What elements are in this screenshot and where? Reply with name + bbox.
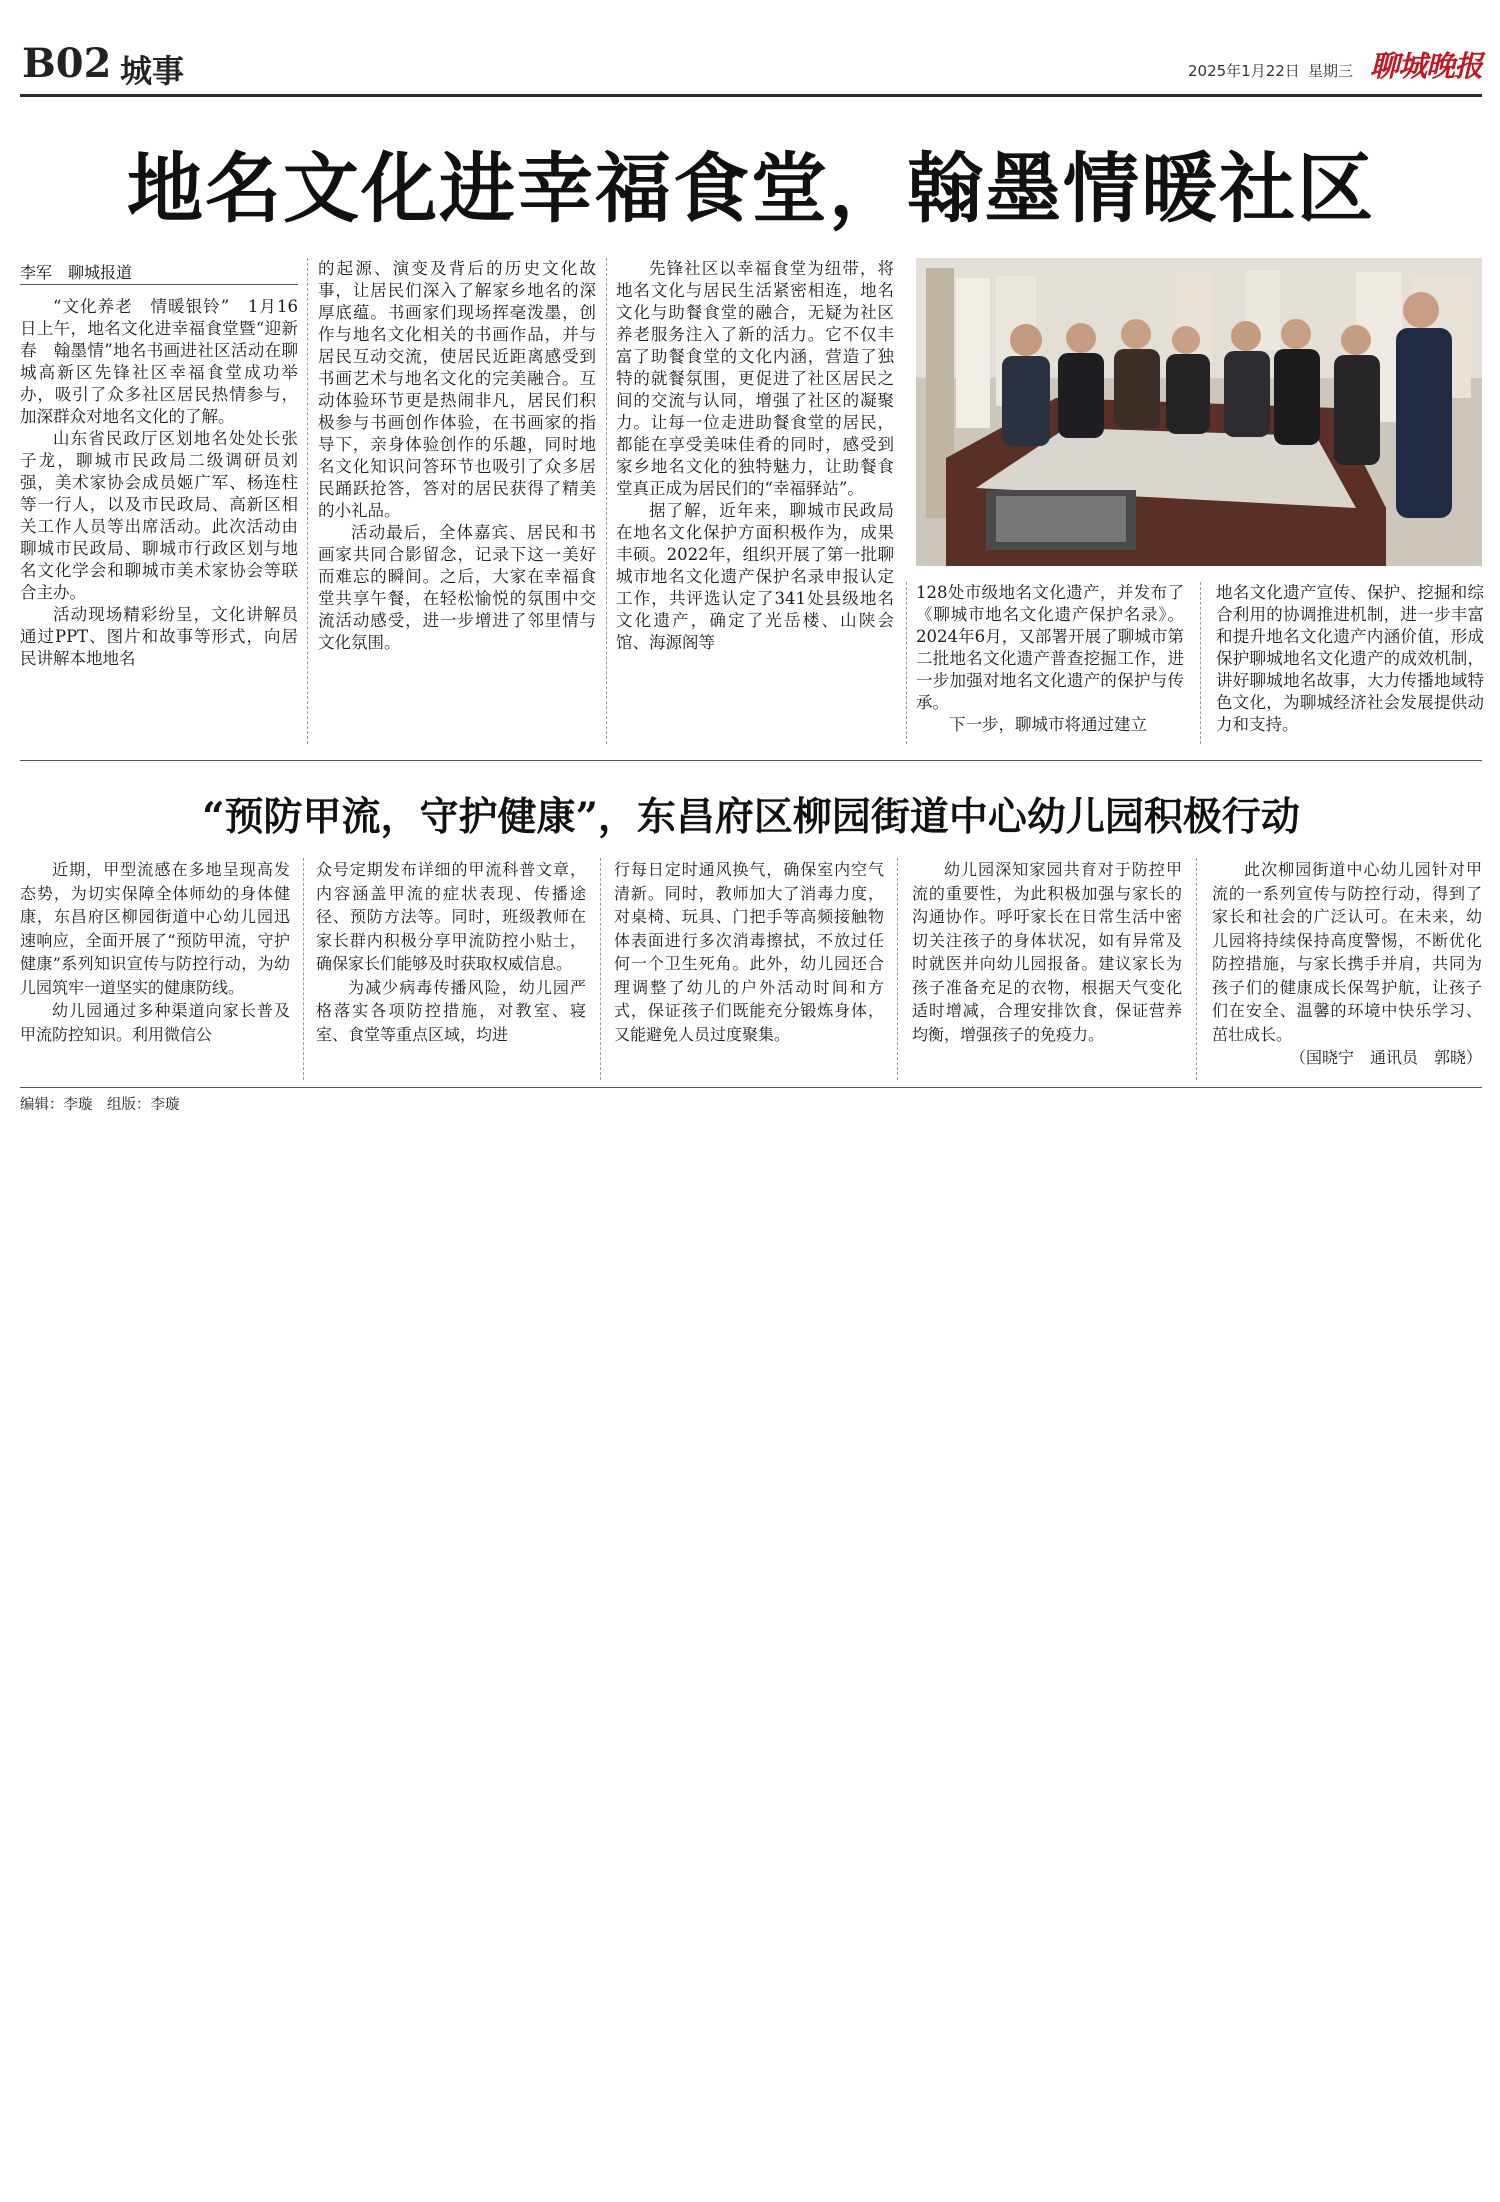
article-separator xyxy=(20,760,1482,761)
article2-headline: “预防甲流，守护健康”，东昌府区柳园街道中心幼儿园积极行动 xyxy=(202,794,1300,840)
article1-headline: 地名文化进幸福食堂，翰墨情暖社区 xyxy=(127,144,1375,233)
article1-column-3 xyxy=(616,258,894,654)
column-divider xyxy=(303,858,304,1080)
footer-rule xyxy=(20,1087,1482,1088)
article2-column-1 xyxy=(20,858,290,1046)
column-divider xyxy=(897,858,898,1080)
article1-paragraph: 活动现场精彩纷呈，文化讲解员通过PPT、图片和故事等形式，向居民讲解本地地名 xyxy=(20,605,298,668)
article1-column-1 xyxy=(20,296,298,670)
article2-column-3 xyxy=(614,858,884,1046)
article2-paragraph: 此次柳园街道中心幼儿园针对甲流的一系列宣传与防控行动，得到了家长和社会的广泛认可。在未来，幼儿园将持续保持高度警惕，不断优化防控措施，与家长携手并肩，共同为孩子们的健康成长保驾护航，让孩子们在安全、温馨的环境中快乐学习、茁壮成长。 xyxy=(1212,860,1482,1044)
column-divider xyxy=(600,858,601,1080)
section-name: 城事 xyxy=(120,52,185,90)
issue-weekday: 星期三 xyxy=(1308,62,1354,80)
article1-paragraph: 山东省民政厅区划地名处处长张子龙，聊城市民政局二级调研员刘强，美术家协会成员姬广军、杨连柱等一行人，以及市民政局、高新区相关工作人员等出席活动。此次活动由聊城市民政局、聊城市行政区划与地名文化学会和聊城市美术家协会等联合主办。 xyxy=(20,429,298,602)
article1-column-5 xyxy=(1216,582,1484,736)
column-divider xyxy=(906,582,907,744)
page-number: B02 xyxy=(22,40,112,87)
column-divider xyxy=(606,258,607,744)
article1-paragraph: 的起源、演变及背后的历史文化故事，让居民们深入了解家乡地名的深厚底蕴。书画家们现场挥毫泼墨，创作与地名文化相关的书画作品，并与居民互动交流，使居民近距离感受到书画艺术与地名文化的完美融合。互动体验环节更是热闹非凡，居民们积极参与书画创作体验，在书画家的指导下，亲身体验创作的乐趣，同时地名文化知识问答环节也吸引了众多居民踊跃抢答，答对的居民获得了精美的小礼品。 xyxy=(318,259,596,520)
article2-column-5 xyxy=(1212,858,1482,1070)
byline-rule xyxy=(20,284,298,285)
article2-column-4 xyxy=(912,858,1182,1046)
article2-paragraph: 近期，甲型流感在多地呈现高发态势，为切实保障全体师幼的身体健康，东昌府区柳园街道中心幼儿园迅速响应，全面开展了“预防甲流，守护健康”系列知识宣传与防控行动，为幼儿园筑牢一道坚实的健康防线。 xyxy=(20,860,290,997)
event-photo xyxy=(916,258,1482,566)
article1-column-2 xyxy=(318,258,596,654)
article1-paragraph: 先锋社区以幸福食堂为纽带，将地名文化与居民生活紧密相连，地名文化与助餐食堂的融合，无疑为社区养老服务注入了新的活力。它不仅丰富了助餐食堂的文化内涵，营造了独特的就餐氛围，更促进了社区居民之间的交流与认同，增强了社区的凝聚力。让每一位走进助餐食堂的居民，都能在享受美味佳肴的同时，感受到家乡地名文化的独特魅力，让助餐食堂真正成为居民们的“幸福驿站”。 xyxy=(616,259,894,498)
article2-paragraph: 为减少病毒传播风险，幼儿园严格落实各项防控措施，对教室、寝室、食堂等重点区域，均进 xyxy=(316,977,586,1044)
article2-paragraph: 众号定期发布详细的甲流科普文章，内容涵盖甲流的症状表现、传播途径、预防方法等。同时，班级教师在家长群内积极分享甲流防控小贴士，确保家长们能够及时获取权威信息。 xyxy=(316,860,586,973)
article1-paragraph: 据了解，近年来，聊城市民政局在地名文化保护方面积极作为，成果丰硕。2022年，组织开展了第一批聊城市地名文化遗产保护名录申报认定工作，共评选认定了341处县级地名文化遗产，确定了光岳楼、山陕会馆、海源阁等 xyxy=(616,501,894,652)
article1-byline: 李军 聊城报道 xyxy=(20,263,133,282)
editor-credit: 编辑：李璇 组版：李璇 xyxy=(20,1097,180,1113)
article1-paragraph: “文化养老 情暖银铃” 1月16日上午，地名文化进幸福食堂暨“迎新春 翰墨情”地名书画进社区活动在聊城高新区先锋社区幸福食堂成功举办，吸引了众多社区居民热情参与，加深群众对地名文化的了解。 xyxy=(20,297,298,426)
article1-paragraph: 128处市级地名文化遗产，并发布了《聊城市地名文化遗产保护名录》。2024年6月，又部署开展了聊城市第二批地名文化遗产普查挖掘工作，进一步加强对地名文化遗产的保护与传承。 xyxy=(916,583,1184,712)
article1-paragraph: 地名文化遗产宣传、保护、挖掘和综合利用的协调推进机制，进一步丰富和提升地名文化遗产内涵价值，形成保护聊城地名文化遗产的成效机制，讲好聊城地名故事，大力传播地域特色文化，为聊城经济社会发展提供动力和支持。 xyxy=(1216,583,1484,734)
article2-credit: （国晓宁 通讯员 郭晓） xyxy=(1289,1048,1482,1067)
article2-paragraph: 行每日定时通风换气，确保室内空气清新。同时，教师加大了消毒力度，对桌椅、玩具、门把手等高频接触物体表面进行多次消毒擦拭，不放过任何一个卫生死角。此外，幼儿园还合理调整了幼儿的户外活动时间和方式，保证孩子们既能充分锻炼身体，又能避免人员过度聚集。 xyxy=(614,860,884,1044)
article2-paragraph: 幼儿园深知家园共育对于防控甲流的重要性，为此积极加强与家长的沟通协作。呼吁家长在日常生活中密切关注孩子的身体状况，如有异常及时就医并向幼儿园报备。建议家长为孩子准备充足的衣物，根据天气变化适时增减，合理安排饮食，保证营养均衡，增强孩子的免疫力。 xyxy=(912,860,1182,1044)
column-divider xyxy=(1200,582,1201,744)
article2-paragraph: 幼儿园通过多种渠道向家长普及甲流防控知识。利用微信公 xyxy=(20,1001,290,1044)
article1-paragraph: 活动最后，全体嘉宾、居民和书画家共同合影留念，记录下这一美好而难忘的瞬间。之后，大家在幸福食堂共享午餐，在轻松愉悦的氛围中交流活动感受，进一步增进了邻里情与文化氛围。 xyxy=(318,523,596,652)
article2-column-2 xyxy=(316,858,586,1046)
article1-column-4 xyxy=(916,582,1184,736)
article1-paragraph: 下一步，聊城市将通过建立 xyxy=(949,715,1147,734)
column-divider xyxy=(1196,858,1197,1080)
header-rule xyxy=(20,94,1482,97)
column-divider xyxy=(307,258,308,744)
issue-date: 2025年1月22日 xyxy=(1188,62,1300,80)
masthead-logo: 聊城晚报 xyxy=(1370,49,1483,83)
